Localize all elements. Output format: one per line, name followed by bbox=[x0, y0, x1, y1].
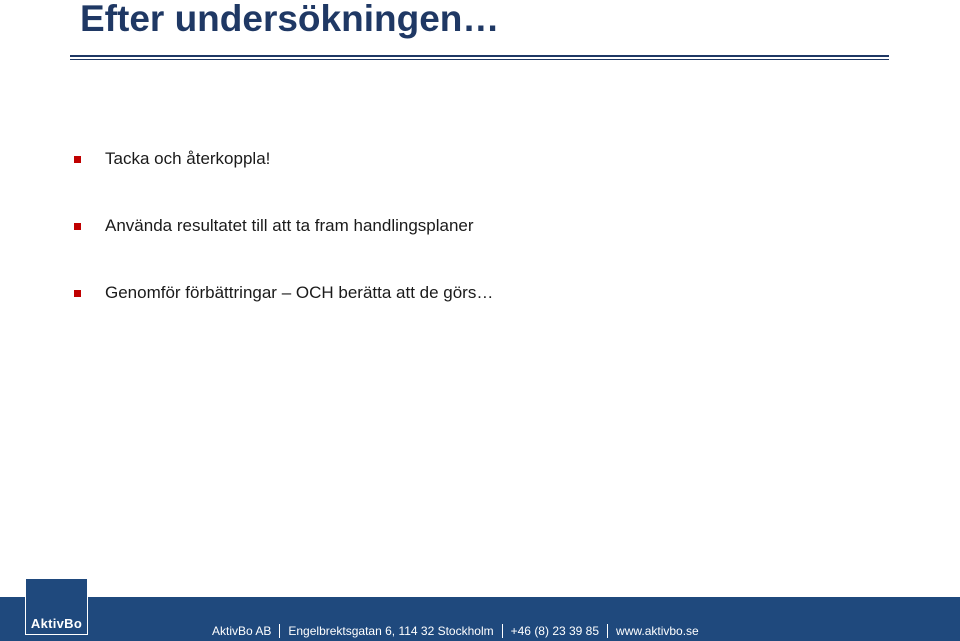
footer-separator bbox=[502, 624, 503, 638]
footer-contact-info bbox=[212, 623, 699, 639]
square-bullet-icon bbox=[74, 156, 81, 163]
logo-text: AktivBo bbox=[30, 616, 83, 631]
footer-website-link[interactable]: www.aktivbo.se bbox=[616, 624, 699, 638]
bullet-text: Tacka och återkoppla! bbox=[105, 149, 271, 168]
title-underline bbox=[70, 55, 889, 57]
footer-separator bbox=[279, 624, 280, 638]
aktivbo-logo bbox=[25, 578, 88, 635]
footer-address: Engelbrektsgatan 6, 114 32 Stockholm bbox=[288, 624, 494, 638]
square-bullet-icon bbox=[74, 290, 81, 297]
footer-separator bbox=[607, 624, 608, 638]
title-underline-thin bbox=[70, 59, 889, 60]
footer-company: AktivBo AB bbox=[212, 624, 272, 638]
slide-title: Efter undersökningen… bbox=[80, 0, 500, 39]
square-bullet-icon bbox=[74, 223, 81, 230]
bullet-text: Använda resultatet till att ta fram handlingsplaner bbox=[105, 216, 474, 235]
bullet-text: Genomför förbättringar – OCH berätta att de görs… bbox=[105, 283, 494, 302]
footer-phone: +46 (8) 23 39 85 bbox=[510, 624, 600, 638]
